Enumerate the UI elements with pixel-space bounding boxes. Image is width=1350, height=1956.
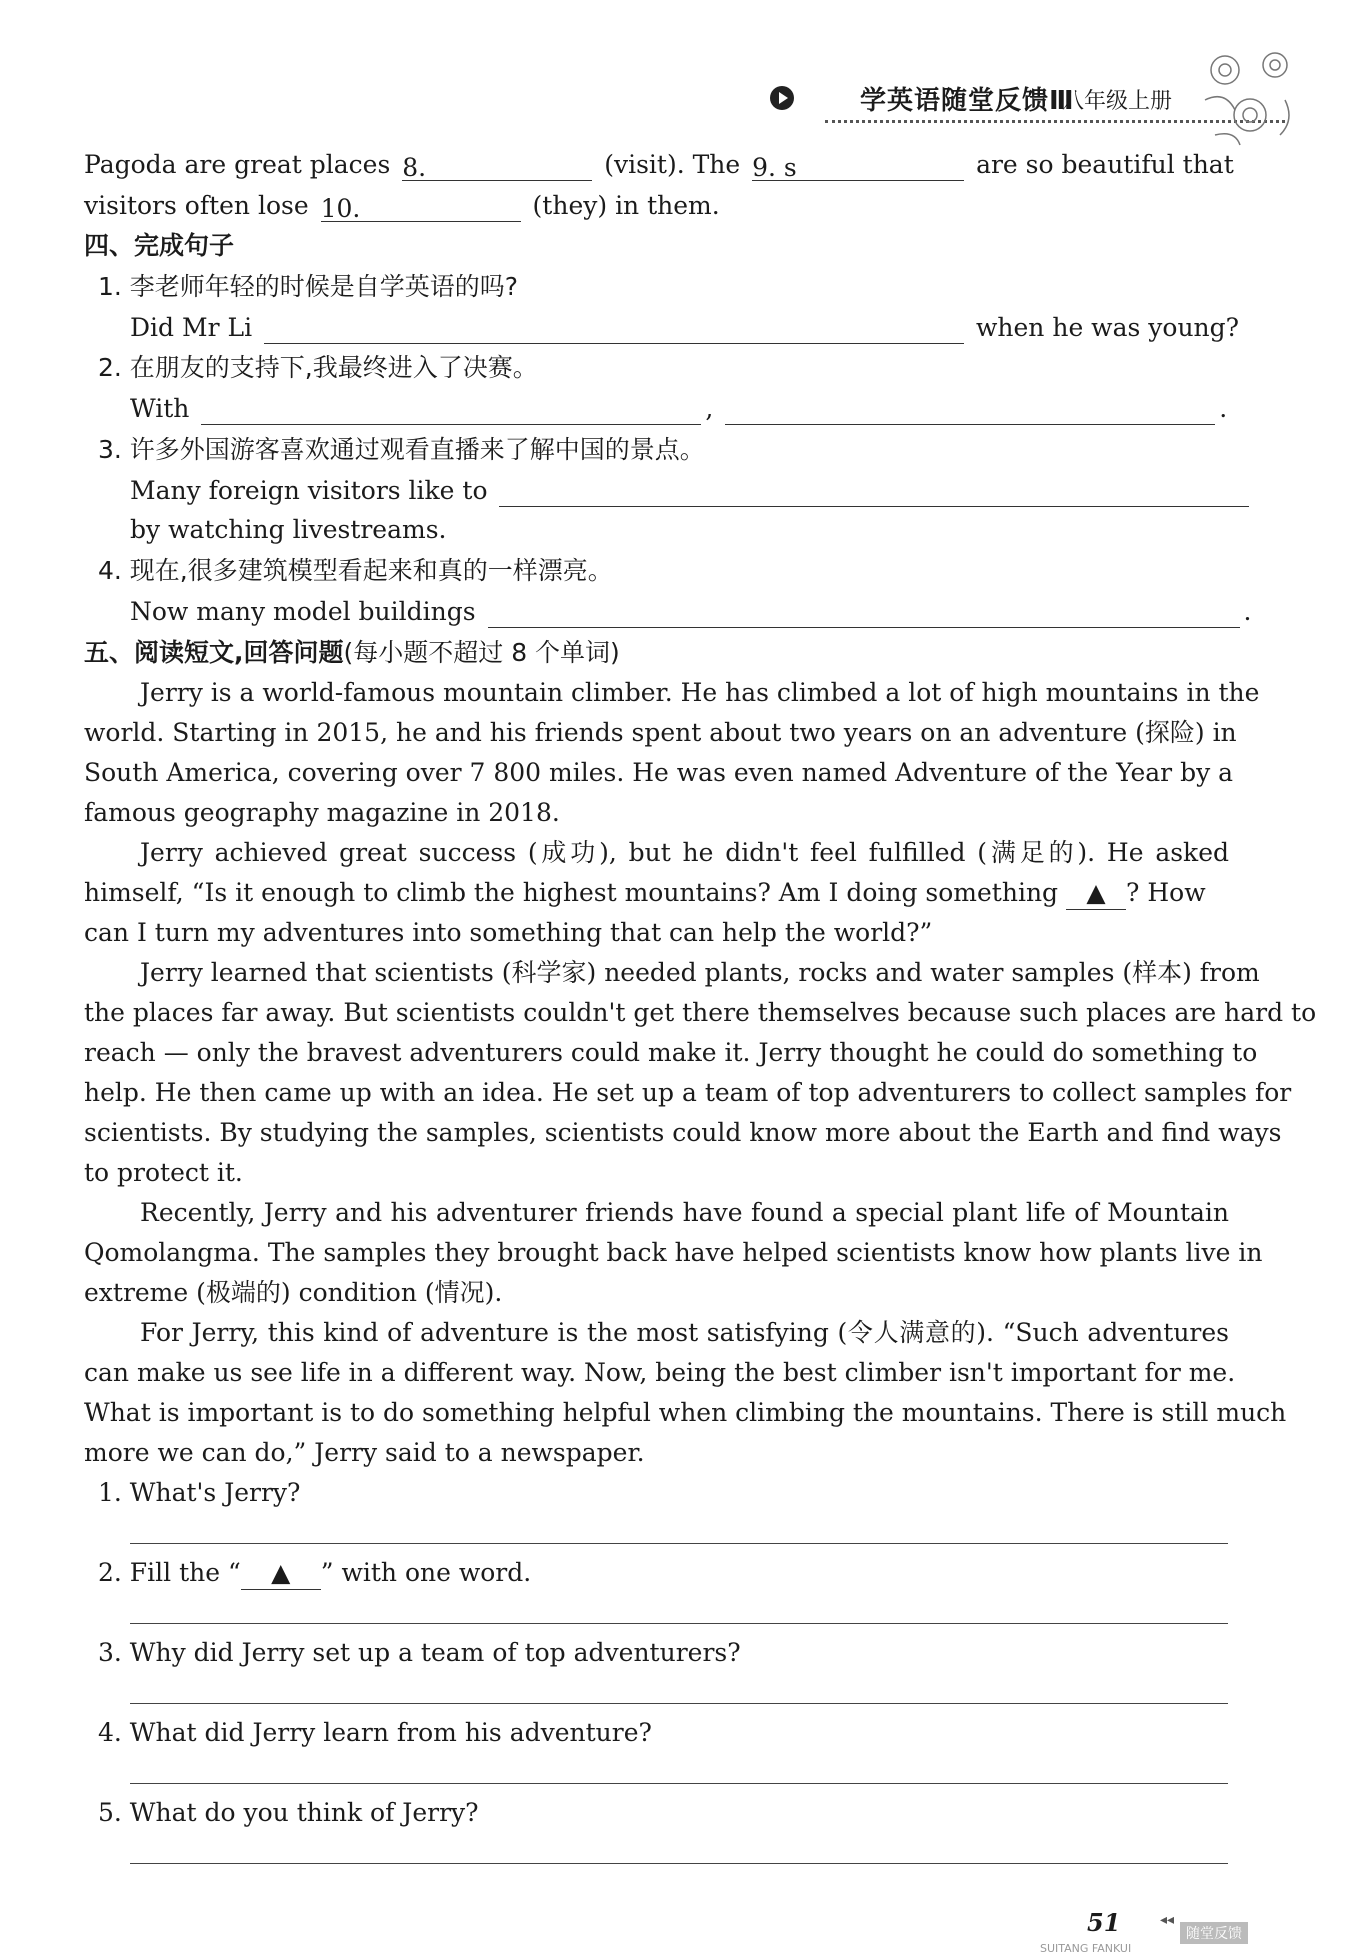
question-3: 3. Why did Jerry set up a team of top adventurers? [98,1638,741,1667]
answer-blank[interactable] [264,315,964,344]
passage-line: Jerry is a world-famous mountain climber. He has climbed a lot of high mountains in the [140,678,1260,707]
text: Did Mr Li [130,313,253,342]
passage-line: Recently, Jerry and his adventurer friends have found a special plant life of Mountain [140,1198,1229,1227]
blank-number: 10. [320,194,361,223]
answer-line-3[interactable] [130,1703,1228,1704]
text: ” with one word. [320,1558,532,1587]
q1-english [130,312,1239,344]
text: . [1243,597,1252,626]
text: 2. Fill the “ [98,1558,241,1587]
q1-chinese: 1. 李老师年轻的时候是自学英语的吗? [98,272,519,301]
passage-line: more we can do,” Jerry said to a newspaper. [84,1438,645,1467]
footer-latin: SUITANG FANKUI [1040,1942,1132,1955]
text: when he was young? [976,313,1240,342]
answer-blank[interactable] [201,396,701,425]
question-5: 5. What do you think of Jerry? [98,1798,479,1827]
part3-line-2 [84,190,720,222]
passage-line: world. Starting in 2015, he and his friends spent about two years on an adventure (探险) in [84,718,1237,747]
text: Pagoda are great places [84,150,391,179]
question-2 [98,1557,531,1590]
text: visitors often lose [84,191,309,220]
answer-line-4[interactable] [130,1783,1228,1784]
answer-blank[interactable] [488,599,1240,628]
footer-tag: 随堂反馈 [1180,1922,1248,1944]
part3-line-1 [84,149,1234,182]
triangle-icon: ▲ [271,1558,291,1587]
q3-english [130,475,1253,507]
heading-text: 五、阅读短文,回答问题 [84,638,344,667]
passage-line: famous geography magazine in 2018. [84,798,560,827]
passage-line: South America, covering over 7 800 miles. He was even named Adventure of the Year by a [84,758,1234,787]
passage-line: reach — only the bravest adventurers could make it. Jerry thought he could do something to [84,1038,1258,1067]
text: (visit). The [604,150,741,179]
q2-english [130,393,1227,425]
text: Many foreign visitors like to [130,476,488,505]
passage-line: can make us see life in a different way. Now, being the best climber isn't important for me. [84,1358,1236,1387]
q4-english [130,596,1252,628]
passage-line: Jerry achieved great success (成功), but he didn't feel fulfilled (满足的). He asked [140,838,1229,867]
text: . [1219,394,1228,423]
text: are so beautiful that [976,150,1234,179]
question-1: 1. What's Jerry? [98,1478,301,1507]
passage-line: can I turn my adventures into something that can help the world?” [84,918,933,947]
text: ? How [1126,878,1206,907]
triangle-blank [241,1557,321,1590]
page-number: 51 [1087,1908,1121,1937]
q3-english-cont: by watching livestreams. [130,515,447,544]
text: (they) in them. [532,191,720,220]
q2-chinese: 2. 在朋友的支持下,我最终进入了决赛。 [98,353,538,382]
book-grade: 八年级上册 [1062,89,1173,114]
back-arrows-icon: ◂◂ [1160,1912,1175,1928]
blank-number: 8. [402,153,427,182]
q4-chinese: 4. 现在,很多建筑模型看起来和真的一样漂亮。 [98,556,613,585]
part5-heading [84,637,620,669]
passage-line: Qomolangma. The samples they brought back have helped scientists know how plants live in [84,1238,1263,1267]
heading-note: (每小题不超过 8 个单词) [343,638,620,667]
text: Now many model buildings [130,597,476,626]
triangle-blank[interactable] [1066,877,1126,910]
passage-line: For Jerry, this kind of adventure is the most satisfying (令人满意的). “Such adventures [140,1318,1229,1347]
text: , [705,394,714,423]
passage-line-with-blank [84,877,1229,910]
flower-decoration-icon [1195,40,1315,150]
blank-8[interactable] [402,152,592,181]
passage-line: scientists. By studying the samples, scientists could know more about the Earth and find ways [84,1118,1282,1147]
answer-line-2[interactable] [130,1623,1228,1624]
blank-number: 9. s [752,153,797,182]
answer-line-5[interactable] [130,1863,1228,1864]
text: himself, “Is it enough to climb the highest mountains? Am I doing something [84,878,1059,907]
answer-blank[interactable] [725,396,1215,425]
question-4: 4. What did Jerry learn from his adventure? [98,1718,652,1747]
passage-line: Jerry learned that scientists (科学家) needed plants, rocks and water samples (样本) from [140,958,1260,987]
triangle-icon: ▲ [1086,878,1106,907]
blank-10[interactable] [321,193,521,222]
passage-line: to protect it. [84,1158,243,1187]
passage-line: extreme (极端的) condition (情况). [84,1278,503,1307]
play-icon [770,86,794,110]
q3-chinese: 3. 许多外国游客喜欢通过观看直播来了解中国的景点。 [98,435,705,464]
passage-line: help. He then came up with an idea. He set up a team of top adventurers to collect samples for [84,1078,1292,1107]
text: With [130,394,190,423]
answer-line-1[interactable] [130,1543,1228,1544]
blank-9[interactable] [752,152,964,181]
passage-line: the places far away. But scientists couldn't get there themselves because such places are hard to [84,998,1317,1027]
passage-line: What is important is to do something helpful when climbing the mountains. There is still much [84,1398,1287,1427]
book-title: 学英语随堂反馈Ⅲ [860,86,1075,116]
answer-blank[interactable] [499,478,1249,507]
part4-heading: 四、完成句子 [84,231,235,260]
